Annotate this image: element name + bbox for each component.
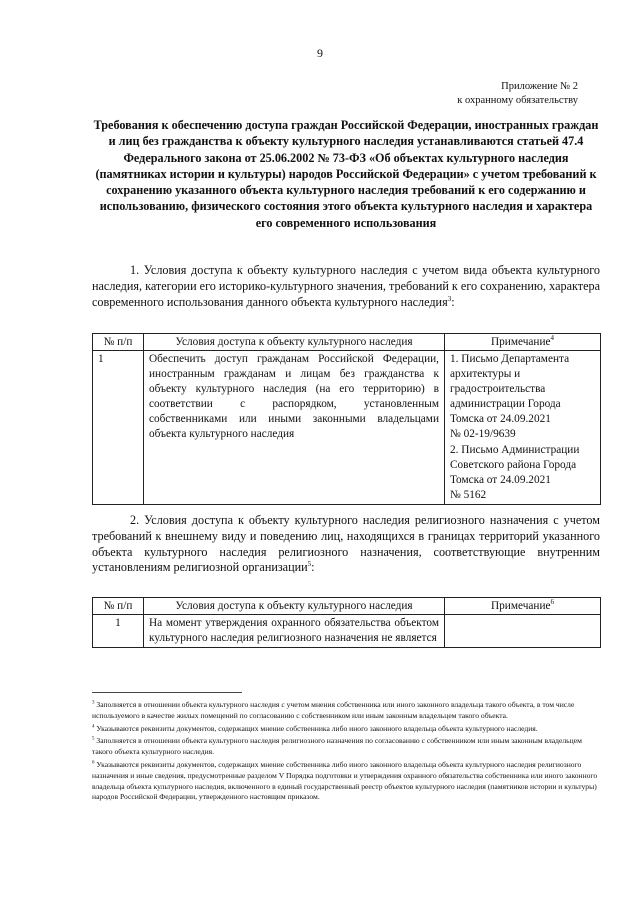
appendix-label xyxy=(457,80,578,108)
note-line: 1. Письмо Департамента xyxy=(450,353,570,365)
header-conditions: Условия доступа к объекту культурного наследия xyxy=(144,334,445,351)
table-row xyxy=(93,351,601,505)
footnote-ref-5: 5 xyxy=(307,560,312,569)
footnotes xyxy=(92,700,602,805)
footnote-text: Заполняется в отношении объекта культурного наследия религиозного назначения по согласованию с собственником или иным законным владельцем такого объекта культурного наследия. xyxy=(92,736,582,757)
cell-num: 1 xyxy=(93,615,144,648)
section-2-text: 2. Условия доступа к объекту культурного наследия религиозного назначения с учетом требований к внешнему виду и поведению лиц, находящихся в границах территорий указанного объекта культурного наследия религиозного назначения, соответствующие внутренним установлениям религиозной организации xyxy=(92,513,600,575)
page-number: 9 xyxy=(317,46,323,60)
note-line: Томска от 24.09.2021 xyxy=(450,473,551,486)
footnote-6 xyxy=(92,760,602,803)
footnote-divider xyxy=(92,692,242,693)
note-line: градостроительства xyxy=(450,383,546,396)
footnote-3 xyxy=(92,700,602,722)
note-line: Томска от 24.09.2021 xyxy=(450,413,551,426)
header-num: № п/п xyxy=(93,598,144,615)
note-line: 2. Письмо Администрации xyxy=(450,443,580,456)
footnote-text: Указываются реквизиты документов, содержащих мнение собственника либо иного законного владельца объекта культурного наследия религиозного назначения и иные сведения, предусмотренные разделом V Порядка подготовки и утверждения охранного обязательства собственника или иного законного владельца объекта культурного наследия, включенного в единый государственный реестр объектов культурного наследия (памятников истории и культуры) народов Российской Федерации, утвержденного настоящим приказом. xyxy=(92,759,598,802)
header-num: № п/п xyxy=(93,334,144,351)
note-line: администрации Города xyxy=(450,398,561,411)
section-2-colon: : xyxy=(311,560,315,575)
note-line: № 02-19/9639 xyxy=(450,428,516,441)
note-line: Советского района Города xyxy=(450,458,577,471)
footnote-text: Указываются реквизиты документов, содержащих мнение собственника либо иного законного владельца объекта культурного наследия. xyxy=(96,723,538,733)
footnote-number: 5 xyxy=(92,736,95,742)
cell-conditions: Обеспечить доступ гражданам Российской Федерации, иностранным гражданам и лицам без гражданства к объекту культурного наследия (на его территорию) в соответствии с распорядком, установленным собственниками или иными законными владельцами объекта культурного наследия xyxy=(144,351,445,505)
footnote-ref-4: 4 xyxy=(550,334,555,343)
table-header-row xyxy=(93,334,601,351)
footnote-ref-3: 3 xyxy=(447,294,452,303)
header-note-label: Примечание xyxy=(490,600,551,612)
footnote-text: Заполняется в отношении объекта культурного наследия с учетом мнения собственника или иного законного владельца такого объекта, в том числе используемого в качестве жилых помещений по согласованию с собственником или иным законным владельцем такого объекта. xyxy=(92,700,575,720)
cell-note xyxy=(445,615,601,648)
section-2-table xyxy=(92,597,601,648)
footnote-ref-6: 6 xyxy=(550,598,555,607)
appendix-line-2: к охранному обязательству xyxy=(457,95,578,106)
section-1-colon: : xyxy=(451,294,455,309)
header-note xyxy=(445,334,601,351)
document-title: Требования к обеспечению доступа граждан Российской Федерации, иностранных граждан и лиц без гражданства к объекту культурного наследия устанавливаются статьей 47.4 Федерального закона от 25.06.2002 № 73-ФЗ «Об объектах культурного наследия (памятниках истории и культуры) народов Российской Федерации» с учетом требований к сохранению указанного объекта культурного наследия требований к его содержанию и использованию, физического состояния этого объекта культурного наследия и характера его современного использования xyxy=(93,118,599,230)
cell-conditions: На момент утверждения охранного обязательства объектом культурного наследия религиозного назначения не является xyxy=(144,615,445,648)
note-line: архитектуры и xyxy=(450,368,521,381)
note-line: № 5162 xyxy=(450,488,487,501)
footnote-number: 4 xyxy=(92,724,95,730)
header-note xyxy=(445,598,601,615)
header-conditions: Условия доступа к объекту культурного наследия xyxy=(144,598,445,615)
section-1-text: 1. Условия доступа к объекту культурного наследия с учетом вида объекта культурного наследия, категории его историко-культурного значения, требований к его сохранению, характера современного использования данного объекта культурного наследия xyxy=(92,263,600,309)
section-2-paragraph xyxy=(92,513,600,576)
table-row xyxy=(93,615,601,648)
footnote-5 xyxy=(92,736,602,758)
footnote-number: 3 xyxy=(92,700,95,706)
footnote-number: 6 xyxy=(92,760,95,766)
cell-num: 1 xyxy=(93,351,144,505)
footnote-4 xyxy=(92,724,602,735)
table-header-row xyxy=(93,598,601,615)
appendix-line-1: Приложение № 2 xyxy=(501,81,578,92)
header-note-label: Примечание xyxy=(490,336,551,348)
section-1-paragraph xyxy=(92,263,600,310)
section-1-table xyxy=(92,333,601,505)
cell-note xyxy=(445,351,601,505)
